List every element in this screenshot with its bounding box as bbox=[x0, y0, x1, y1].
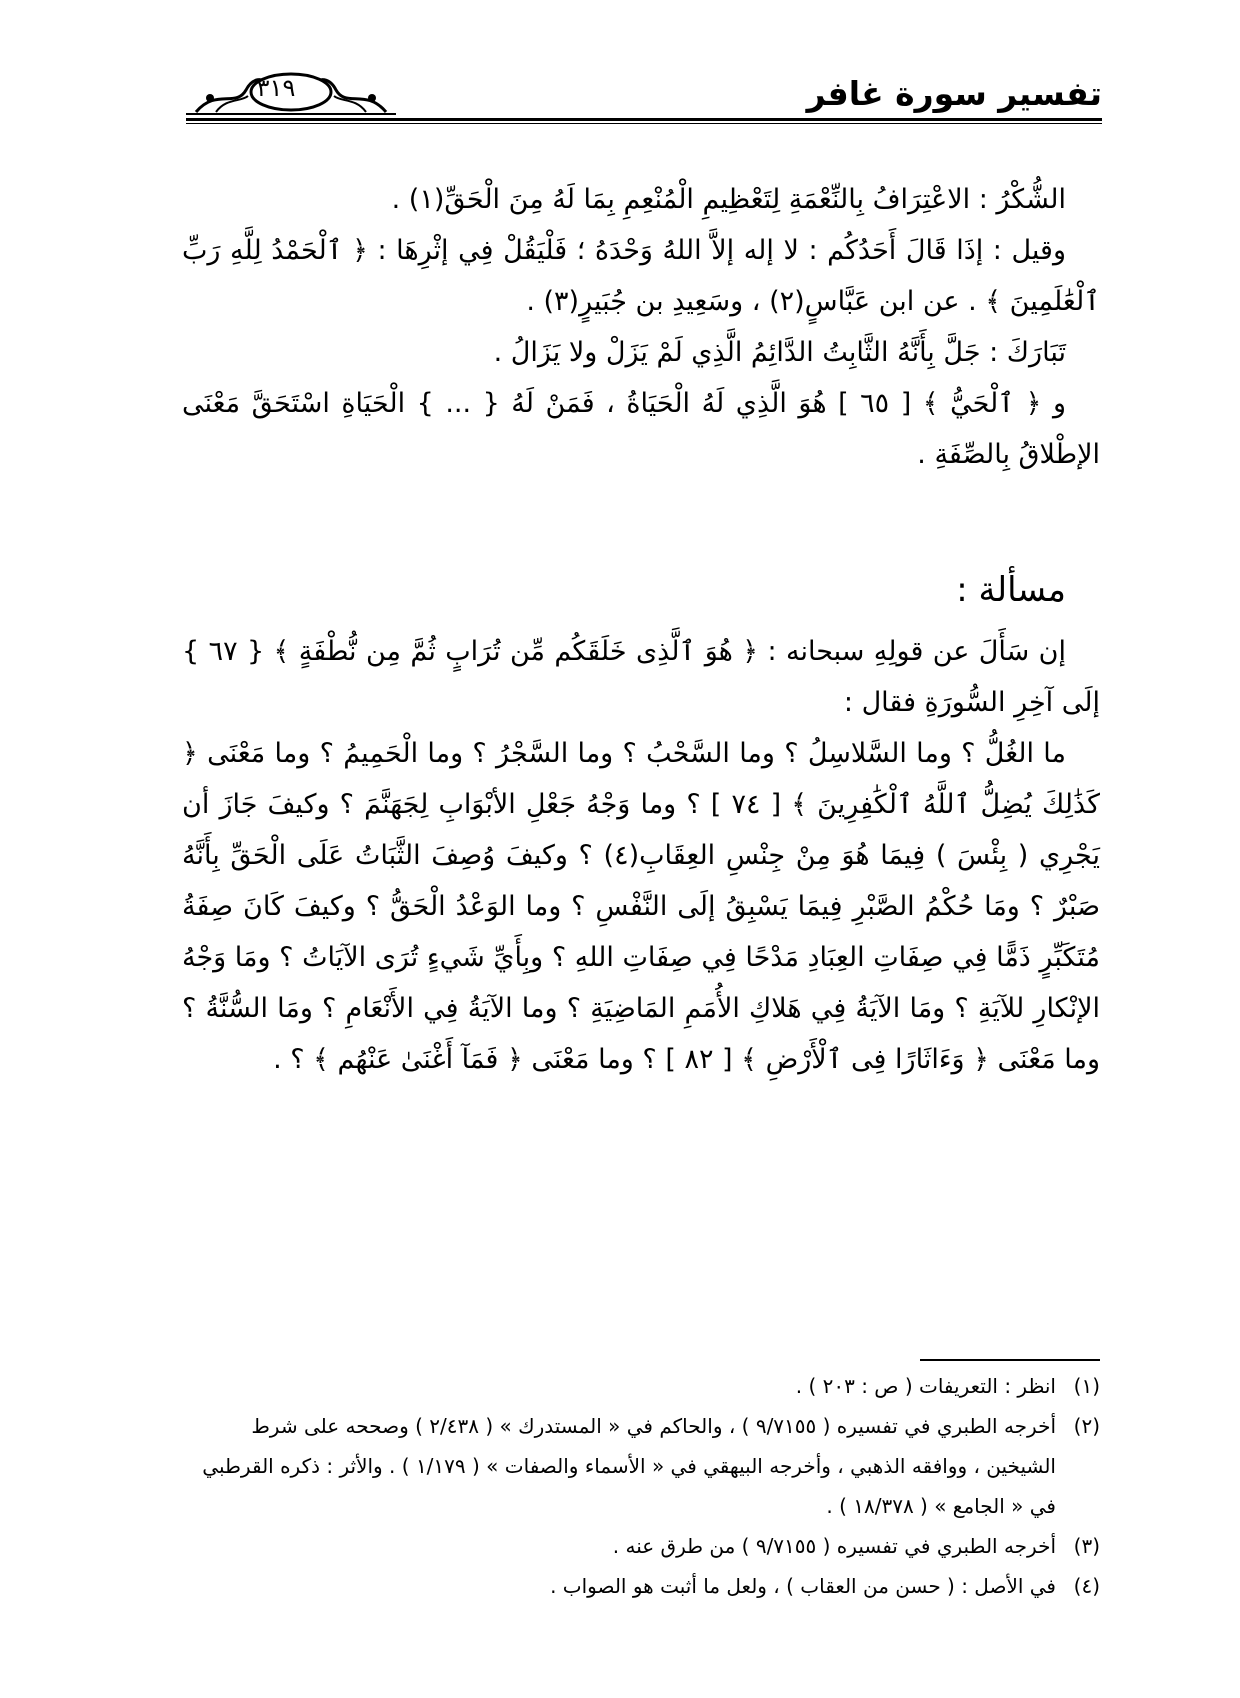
header-rule bbox=[186, 118, 1102, 121]
paragraph-tabaraka: تَبَارَكَ : جَلَّ بِأَنَّهُ الثَّابِتُ الدَّائِمُ الَّذِي لَمْ يَزَلْ ولا يَزَالُ . bbox=[493, 337, 1066, 368]
footnote-item bbox=[182, 1566, 1100, 1606]
paragraph-hamd: وقيل : إذَا قَالَ أَحَدُكُم : لا إله إلاَّ اللهُ وَحْدَهُ ؛ فَلْيَقُلْ فِي إثْرِهَا : ﴿ ٱلْحَمْدُ لِلَّهِ رَبِّ ٱلْعَٰلَمِينَ ﴾ . عن ابن عَبَّاسٍ(٢) ، وسَعِيدِ بن جُبَيرٍ(٣) . bbox=[182, 235, 1100, 317]
page-header bbox=[186, 66, 1102, 126]
footnote-number: (٢) bbox=[1073, 1414, 1100, 1438]
footnote-text: انظر : التعريفات ( ص : ٢٠٣ ) . bbox=[795, 1374, 1056, 1398]
footnote-item bbox=[182, 1366, 1100, 1406]
footnotes bbox=[182, 1366, 1100, 1606]
footnote-number: (٤) bbox=[1073, 1574, 1100, 1598]
main-text bbox=[182, 174, 1100, 1085]
footnote-number: (١) bbox=[1073, 1374, 1100, 1398]
footnote-text: أخرجه الطبري في تفسيره ( ٩/٧١٥٥ ) ، والحاكم في « المستدرك » ( ٢/٤٣٨ ) وصححه على شرط الشيخين ، ووافقه الذهبي ، وأخرجه البيهقي في « الأسماء والصفات » ( ١/١٧٩ ) . والأثر : ذكره القرطبي في « الجامع » ( ١٨/٣٧٨ ) . bbox=[202, 1414, 1056, 1518]
footnote-text: في الأصل : ( حسن من العقاب ) ، ولعل ما أثبت هو الصواب . bbox=[550, 1574, 1056, 1598]
footnote-separator bbox=[920, 1359, 1100, 1361]
paragraph-alhayy: و ﴿ ٱلْحَيُّ ﴾ [ ٦٥ ] هُوَ الَّذِي لَهُ الْحَيَاةُ ، فَمَنْ لَهُ { ... } الْحَيَاةِ اسْتَحَقَّ مَعْنَى الإطْلاقُ بِالصِّفَةِ . bbox=[182, 388, 1100, 470]
paragraph-shukr: الشُّكْرُ : الاعْتِرَافُ بِالنِّعْمَةِ لِتَعْظِيمِ الْمُنْعِمِ بِمَا لَهُ مِنَ الْحَقِّ(١) . bbox=[391, 184, 1066, 215]
section-title: مسألة : bbox=[956, 570, 1066, 610]
question-intro: إن سَأَلَ عن قولِهِ سبحانه : ﴿ هُوَ ٱلَّذِى خَلَقَكُم مِّن تُرَابٍ ثُمَّ مِن نُّطْفَةٍ ﴾ { ٦٧ } إلَى آخِرِ السُّورَةِ فقال : bbox=[182, 636, 1100, 718]
footnote-item bbox=[182, 1406, 1100, 1526]
footnote-item bbox=[182, 1526, 1100, 1566]
question-list: ما الغُلُّ ؟ وما السَّلاسِلُ ؟ وما السَّحْبُ ؟ وما السَّجْرُ ؟ وما الْحَمِيمُ ؟ وما مَعْنَى ﴿ كَذَٰلِكَ يُضِلُّ ٱللَّهُ ٱلْكَٰفِرِينَ ﴾ [ ٧٤ ] ؟ وما وَجْهُ جَعْلِ الأبْوَابِ لِجَهَنَّمَ ؟ وكيفَ جَازَ أن يَجْرِي ( بِئْسَ ) فِيمَا هُوَ مِنْ جِنْسِ العِقَابِ(٤) ؟ وكيفَ وُصِفَ الثَّبَاتُ عَلَى الْحَقِّ بِأَنَّهُ صَبْرٌ ؟ ومَا حُكْمُ الصَّبْرِ فِيمَا يَسْبِقُ إلَى النَّفْسِ ؟ وما الوَعْدُ الْحَقُّ ؟ وكيفَ كَانَ صِفَةُ مُتَكَبِّرٍ ذَمًّا فِي صِفَاتِ العِبَادِ مَدْحًا فِي صِفَاتِ اللهِ ؟ وبِأَيِّ شَيءٍ تُرَى الآيَاتُ ؟ ومَا وَجْهُ الإنْكارِ للآيَةِ ؟ ومَا الآيَةُ فِي هَلاكِ الأُمَمِ المَاضِيَةِ ؟ وما الآيَةُ فِي الأَنْعَامِ ؟ ومَا السُّنَّةُ ؟ وما مَعْنَى ﴿ وَءَاثَارًا فِى ٱلْأَرْضِ ﴾ [ ٨٢ ] ؟ وما مَعْنَى ﴿ فَمَآ أَغْنَىٰ عَنْهُم ﴾ ؟ . bbox=[182, 738, 1100, 1075]
page-number: ٣١٩ bbox=[256, 74, 296, 102]
header-rule-thin bbox=[186, 123, 1102, 124]
footnote-number: (٣) bbox=[1073, 1534, 1100, 1558]
footnote-text: أخرجه الطبري في تفسيره ( ٩/٧١٥٥ ) من طرق عنه . bbox=[612, 1534, 1056, 1558]
running-title: تفسير سورة غافر bbox=[806, 74, 1102, 113]
